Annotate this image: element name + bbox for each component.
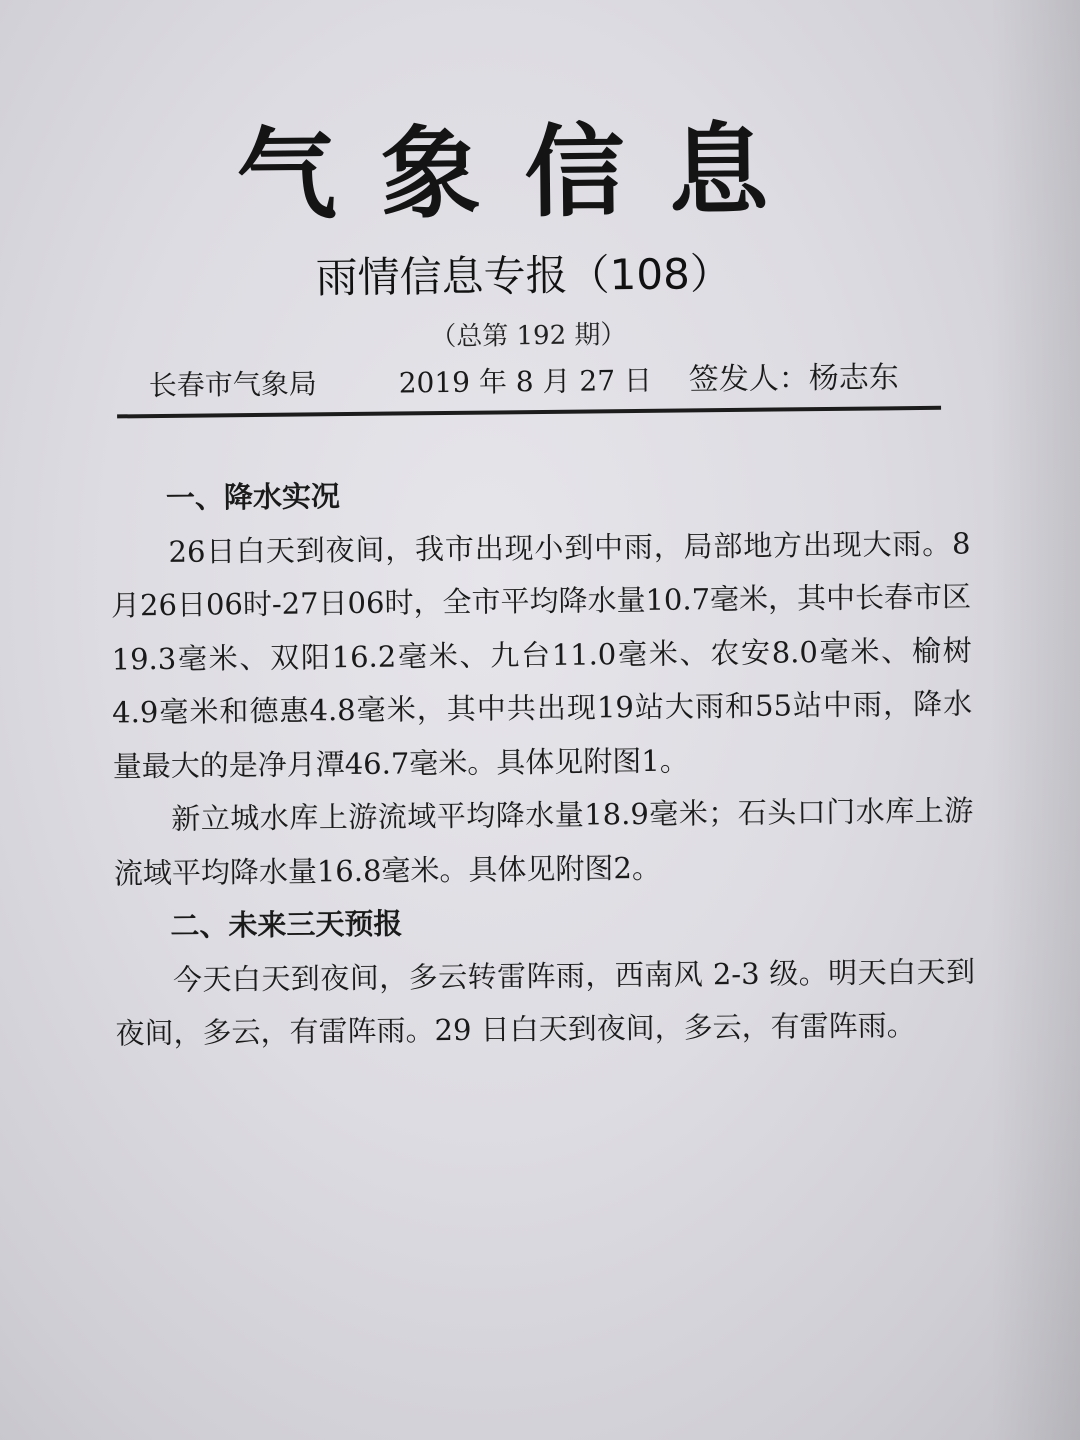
signer: 签发人：杨志东 [688,360,899,398]
masthead-title: 气象信息 [235,110,814,235]
issuing-agency: 长春市气象局 [148,367,317,403]
header-divider [117,406,941,419]
issue-date: 2019 年 8 月 27 日 [398,363,653,400]
paragraph-reservoir-rainfall: 新立城水库上游流域平均降水量18.9毫米；石头口门水库上游流域平均降水量16.8毫米。具体见附图2。 [113,793,974,890]
paragraph-precipitation-summary: 26日白天到夜间，我市出现小到中雨，局部地方出现大雨。8月26日06时-27日06时，全市平均降水量10.7毫米，其中长春市区19.3毫米、双阳16.2毫米、九台11.0毫米、农安8.0毫米、榆树4.9毫米和德惠4.8毫米，其中共出现19站大雨和55站中雨，降水量最大的是净月潭46.7毫米。具体见附图1。 [110,525,973,783]
section-heading-forecast: 二、未来三天预报 [170,906,403,943]
paragraph-forecast: 今天白天到夜间，多云转雷阵雨，西南风 2-3 级。明天白天到夜间，多云，有雷阵雨。29 日白天到夜间，多云，有雷阵雨。 [115,953,976,1051]
section-heading-precipitation: 一、降水实况 [165,479,341,515]
issue-number: （总第 192 期） [430,320,627,353]
report-body [110,463,976,1060]
meta-line [149,356,929,408]
report-subtitle: 雨情信息专报（108） [315,248,733,303]
